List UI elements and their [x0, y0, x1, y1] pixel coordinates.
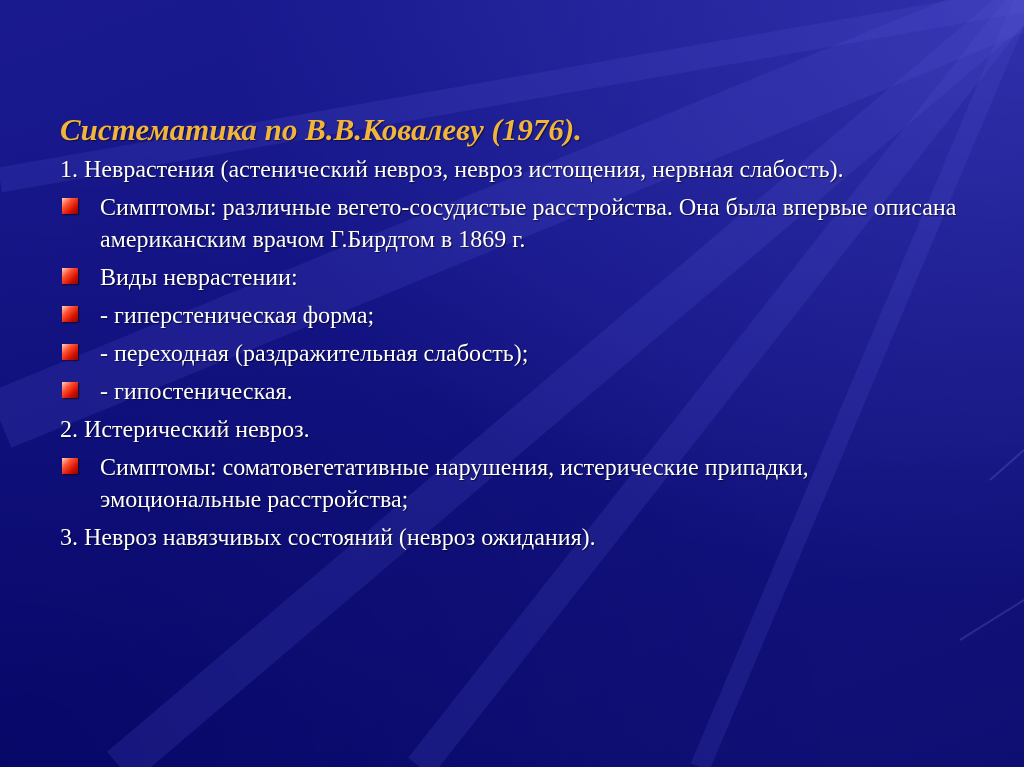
red-square-bullet-icon [62, 198, 78, 214]
bullet-text: - гиперстеническая форма; [100, 303, 375, 329]
bullet-item [60, 452, 960, 516]
red-square-bullet-icon [62, 306, 78, 322]
bullet-item [60, 192, 960, 256]
slide-title: Систематика по В.В.Ковалеву (1976). [60, 112, 582, 147]
red-square-bullet-icon [62, 344, 78, 360]
bullet-text: Виды неврастении: [100, 265, 298, 291]
red-square-bullet-icon [62, 382, 78, 398]
bullet-item [60, 376, 960, 408]
numbered-item: 3. Невроз навязчивых состояний (невроз ожидания). [60, 525, 596, 551]
bullet-text: - гипостеническая. [100, 379, 293, 405]
red-square-bullet-icon [62, 268, 78, 284]
slide-list [60, 154, 960, 554]
red-square-bullet-icon [62, 458, 78, 474]
numbered-item: 1. Неврастения (астенический невроз, невроз истощения, нервная слабость). [60, 157, 844, 183]
bullet-text: Симптомы: различные вегето-сосудистые расстройства. Она была впервые описана американским врачом Г.Бирдтом в 1869 г. [100, 195, 957, 253]
bullet-text: Симптомы: соматовегетативные нарушения, истерические припадки, эмоциональные расстройства; [100, 455, 809, 513]
slide-content [60, 112, 960, 560]
bullet-item [60, 338, 960, 370]
bullet-item [60, 262, 960, 294]
numbered-item: 2. Истерический невроз. [60, 417, 310, 443]
bullet-text: - переходная (раздражительная слабость); [100, 341, 529, 367]
bullet-item [60, 300, 960, 332]
